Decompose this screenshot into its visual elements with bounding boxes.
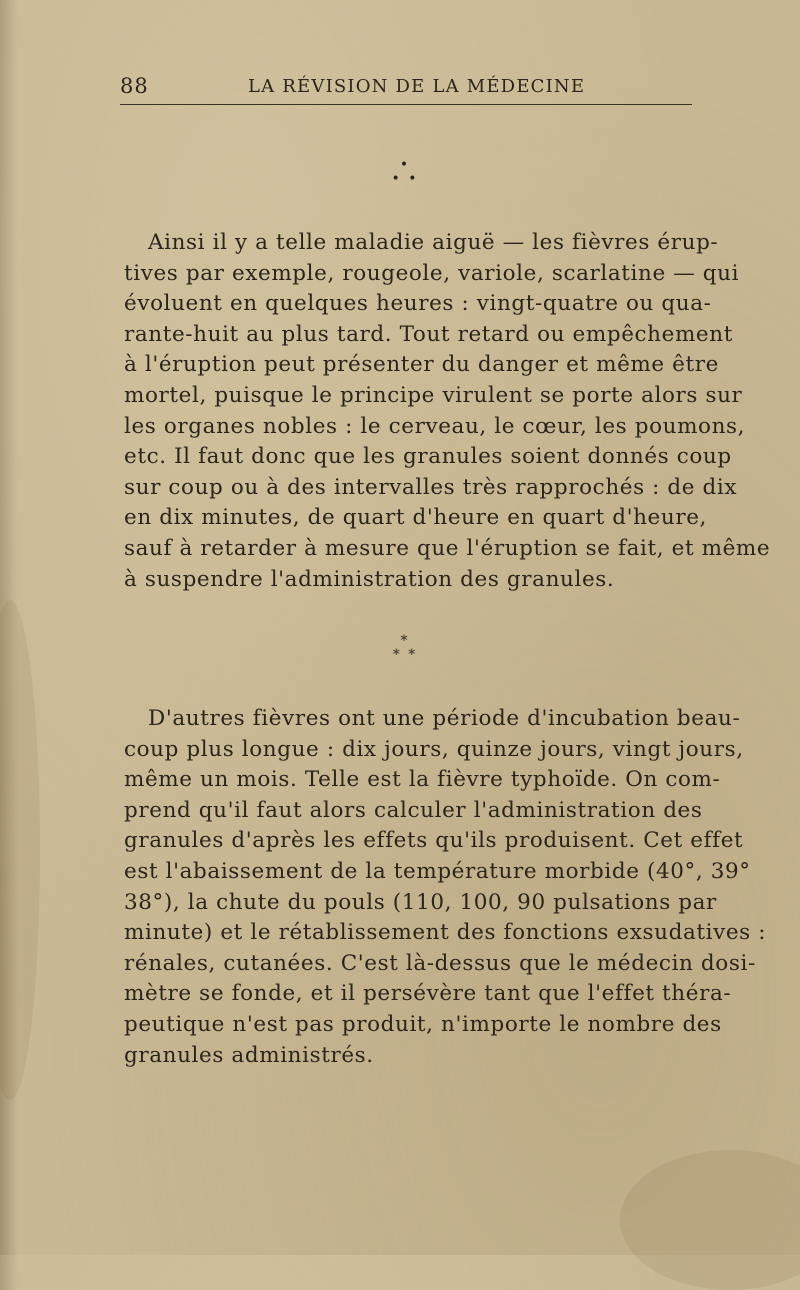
separator-mark: • • [391, 171, 419, 187]
text-line: granules d'après les effets qu'ils produisent. Cet effet [124, 828, 744, 854]
text-line: coup plus longue : dix jours, quinze jours, vingt jours, [124, 736, 744, 762]
text-line: évoluent en quelques heures : vingt-quatre ou qua- [124, 291, 712, 317]
text-line: mètre se fonde, et il persévère tant que l'effet théra- [124, 981, 732, 1007]
text-line: en dix minutes, de quart d'heure en quart d'heure, [124, 505, 707, 531]
text-line: sur coup ou à des intervalles très rapprochés : de dix [124, 474, 738, 500]
text-line: est l'abaissement de la température morbide (40°, 39° [124, 858, 751, 884]
text-line: Ainsi il y a telle maladie aiguë — les fièvres érup- [148, 230, 719, 255]
text-line: les organes nobles : le cerveau, le cœur, les poumons, [124, 413, 746, 439]
section-separator [380, 158, 430, 186]
separator-mark: • [399, 157, 411, 173]
text-line: granules administrés. [124, 1042, 374, 1068]
text-line: prend qu'il faut alors calculer l'administration des [124, 797, 703, 823]
page-header [120, 74, 692, 105]
text-line: peutique n'est pas produit, n'importe le nombre des [124, 1011, 722, 1037]
text-line: même un mois. Telle est la fièvre typhoïde. On com- [124, 767, 721, 793]
separator-mark: * [400, 633, 410, 649]
section-separator [380, 634, 430, 662]
running-title: LA RÉVISION DE LA MÉDECINE [248, 76, 586, 97]
page-stain [0, 600, 40, 1100]
text-line: mortel, puisque le principe virulent se porte alors sur [124, 382, 743, 408]
text-line: etc. Il faut donc que les granules soient donnés coup [124, 444, 732, 470]
text-line: D'autres fièvres ont une période d'incubation beau- [148, 706, 741, 731]
text-line: minute) et le rétablissement des fonctions exsudatives : [124, 920, 767, 946]
paragraph-2 [124, 704, 767, 1071]
text-line: à l'éruption peut présenter du danger et même être [124, 352, 719, 378]
text-line: tives par exemple, rougeole, variole, scarlatine — qui [124, 260, 740, 286]
paragraph-1 [124, 228, 771, 595]
page-stain [620, 1150, 800, 1290]
text-line: sauf à retarder à mesure que l'éruption se fait, et même [124, 535, 771, 561]
text-line: rante-huit au plus tard. Tout retard ou empêchement [124, 321, 733, 347]
text-line: à suspendre l'administration des granules. [124, 566, 615, 592]
page-number: 88 [120, 74, 149, 98]
text-line: 38°), la chute du pouls (110, 100, 90 pulsations par [124, 889, 717, 915]
separator-mark: * * [392, 647, 418, 663]
text-line: rénales, cutanées. C'est là-dessus que le médecin dosi- [124, 950, 756, 976]
